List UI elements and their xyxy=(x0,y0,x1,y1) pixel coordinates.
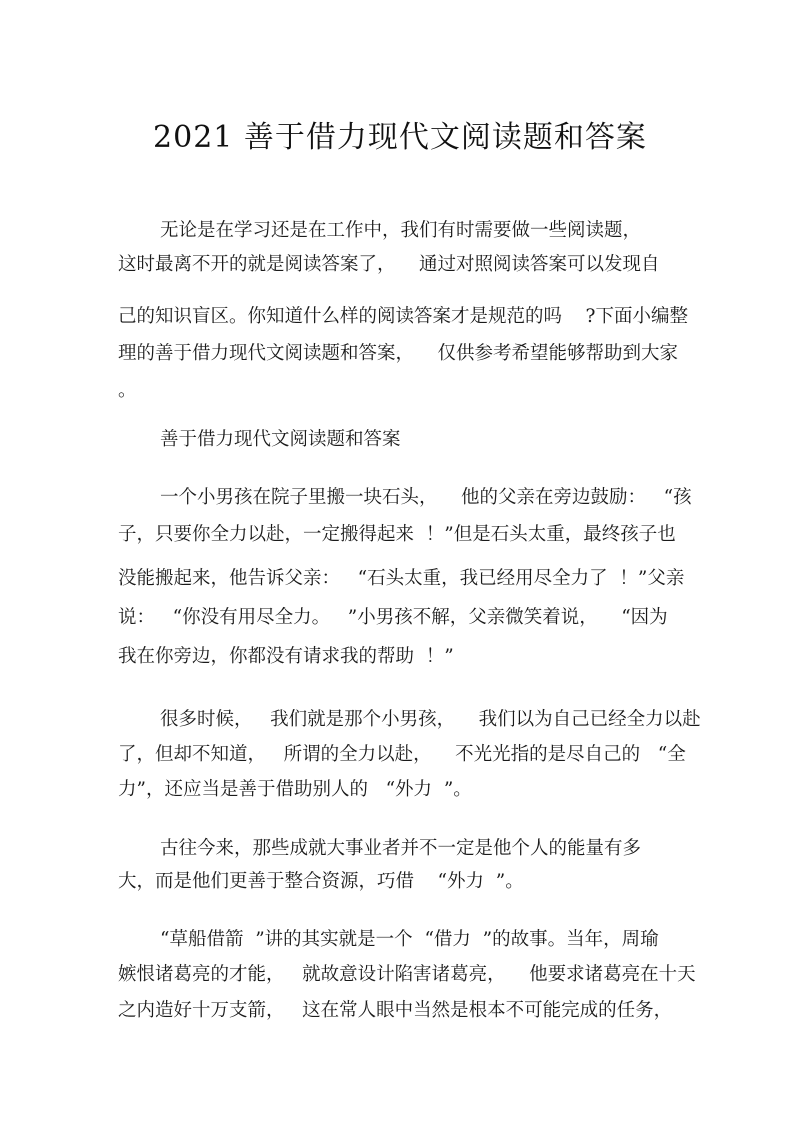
paragraph-line: 子，只要你全力以赴，一定搬得起来 ！”但是石头太重，最终孩子也 xyxy=(118,524,676,545)
paragraph-line: 力”，还应当是善于借助别人的 “外力 ”。 xyxy=(118,779,472,800)
paragraph-line: 嫉恨诸葛亮的才能， 就故意设计陷害诸葛亮， 他要求诸葛亮在十天 xyxy=(118,964,696,985)
paragraph-line: 理的善于借力现代文阅读题和答案， 仅供参考希望能够帮助到大家 xyxy=(118,343,679,364)
paragraph-line: 。 xyxy=(118,380,137,401)
section-heading: 善于借力现代文阅读题和答案 xyxy=(160,429,401,450)
paragraph-line: 了，但却不知道， 所谓的全力以赴， 不光光指的是尽自己的 “全 xyxy=(118,744,686,765)
paragraph-line: 大，而是他们更善于整合资源，巧借 “外力 ”。 xyxy=(118,871,524,892)
paragraph-line: 之内造好十万支箭， 这在常人眼中当然是根本不可能完成的任务， xyxy=(118,1000,673,1021)
paragraph-line: 我在你旁边，你都没有请求我的帮助 ！” xyxy=(118,646,454,667)
paragraph-line: 没能搬起来，他告诉父亲： “石头太重，我已经用尽全力了 ！”父亲 xyxy=(118,568,685,589)
paragraph-line: 这时最离不开的就是阅读答案了， 通过对照阅读答案可以发现自 xyxy=(118,254,660,275)
document-title: 2021 善于借力现代文阅读题和答案 xyxy=(153,120,647,155)
paragraph-line: 很多时候， 我们就是那个小男孩， 我们以为自己已经全力以赴 xyxy=(160,709,701,730)
paragraph-line: “草船借箭 ”讲的其实就是一个 “借力 ”的故事。当年，周瑜 xyxy=(160,929,659,950)
paragraph-line: 己的知识盲区。你知道什么样的阅读答案才是规范的吗 ?下面小编整 xyxy=(118,306,688,327)
paragraph-line: 无论是在学习还是在工作中，我们有时需要做一些阅读题， xyxy=(160,220,642,241)
paragraph-line: 一个小男孩在院子里搬一块石头， 他的父亲在旁边鼓励： “孩 xyxy=(160,487,692,508)
paragraph-line: 古往今来，那些成就大事业者并不一定是他个人的能量有多 xyxy=(160,838,642,859)
paragraph-line: 说： “你没有用尽全力。 ”小男孩不解，父亲微笑着说， “因为 xyxy=(118,607,668,628)
